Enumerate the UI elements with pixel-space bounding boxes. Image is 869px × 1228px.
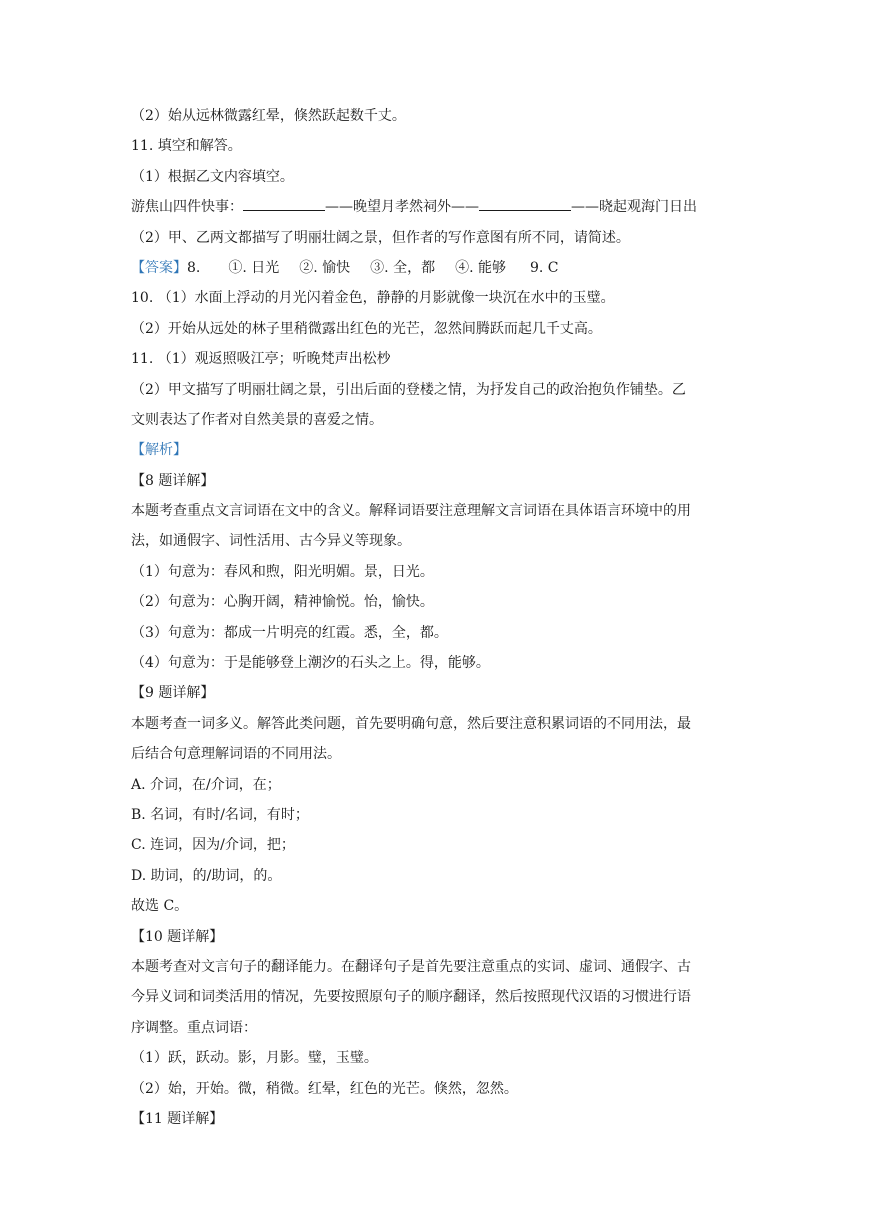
text-line: （1）跃，跃动。影，月影。璧，玉璧。 bbox=[131, 1050, 378, 1067]
answer-9: 9. C bbox=[529, 259, 559, 276]
text-line: 本题考查一词多义。解答此类问题，首先要明确句意，然后要注意积累词语的不同用法，最 bbox=[131, 715, 691, 732]
document-page bbox=[131, 101, 741, 1134]
text-segment: 游焦山四件快事： bbox=[131, 199, 243, 216]
answer-line bbox=[131, 253, 741, 283]
option-d: D. 助词，的/助词，的。 bbox=[131, 867, 282, 884]
text-line: 11. （1）观返照吸江亭；听晚梵声出松杪 bbox=[131, 351, 391, 368]
answer-8: 8. bbox=[187, 259, 201, 276]
text-line: （2）甲文描写了明丽壮阔之景，引出后面的登楼之情，为抒发自己的政治抱负作铺垫。乙 bbox=[131, 381, 686, 398]
section-heading-8: 【8 题详解】 bbox=[131, 472, 215, 489]
text-line: （2）始从远林微露红晕，倏然跃起数千丈。 bbox=[131, 108, 406, 124]
text-line: （1）句意为：春风和煦，阳光明媚。景，日光。 bbox=[131, 563, 434, 580]
text-line: （2）开始从远处的林子里稍微露出红色的光芒，忽然间腾跃而起几千丈高。 bbox=[131, 320, 602, 337]
text-line: 后结合句意理解词语的不同用法。 bbox=[131, 746, 341, 763]
text-line: 文则表达了作者对自然美景的喜爱之情。 bbox=[131, 411, 383, 428]
option-a: A. 介词，在/介词，在； bbox=[131, 776, 281, 793]
text-segment: ——晓起观海门日出 bbox=[571, 199, 697, 216]
text-line: 序调整。重点词语： bbox=[131, 1019, 257, 1036]
blank-2 bbox=[479, 194, 571, 211]
text-line: （2）始，开始。微，稍微。红晕，红色的光芒。倏然，忽然。 bbox=[131, 1080, 518, 1097]
fill-blank-line bbox=[131, 192, 741, 222]
option-c: C. 连词，因为/介词，把； bbox=[131, 837, 295, 854]
text-line: 法，如通假字、词性活用、古今异义等现象。 bbox=[131, 533, 411, 550]
answer-label: 【答案】 bbox=[131, 259, 187, 276]
text-line: （1）根据乙文内容填空。 bbox=[131, 168, 294, 185]
analysis-label: 【解析】 bbox=[131, 442, 187, 459]
text-line: （3）句意为：都成一片明亮的红霞。悉，全，都。 bbox=[131, 624, 448, 641]
answer-8-1: ①. 日光 bbox=[228, 259, 280, 276]
section-heading-10: 【10 题详解】 bbox=[131, 928, 224, 945]
answer-8-4: ④. 能够 bbox=[455, 259, 506, 276]
text-line: 故选 C。 bbox=[131, 898, 189, 915]
text-line: 今异义词和词类活用的情况，先要按照原句子的顺序翻译，然后按照现代汉语的习惯进行语 bbox=[131, 989, 691, 1006]
text-line: 本题考查重点文言词语在文中的含义。解释词语要注意理解文言词语在具体语言环境中的用 bbox=[131, 503, 691, 520]
option-b: B. 名词，有时/名词，有时； bbox=[131, 806, 309, 823]
text-line: （4）句意为：于是能够登上潮汐的石头之上。得，能够。 bbox=[131, 655, 490, 672]
text-line: 本题考查对文言句子的翻译能力。在翻译句子是首先要注意重点的实词、虚词、通假字、古 bbox=[131, 958, 691, 975]
blank-1 bbox=[243, 194, 325, 211]
text-line: （2）句意为：心胸开阔，精神愉悦。怡，愉快。 bbox=[131, 594, 434, 611]
answer-8-3: ③. 全，都 bbox=[370, 259, 436, 276]
text-segment: ——晚望月孝然祠外—— bbox=[325, 199, 479, 216]
text-line: （2）甲、乙两文都描写了明丽壮阔之景，但作者的写作意图有所不同，请简述。 bbox=[131, 229, 630, 246]
question-11-heading: 11. 填空和解答。 bbox=[131, 138, 242, 155]
text-line: 10. （1）水面上浮动的月光闪着金色，静静的月影就像一块沉在水中的玉璧。 bbox=[131, 290, 615, 307]
section-heading-11: 【11 题详解】 bbox=[131, 1110, 224, 1127]
answer-8-2: ②. 愉快 bbox=[299, 259, 351, 276]
section-heading-9: 【9 题详解】 bbox=[131, 685, 215, 702]
